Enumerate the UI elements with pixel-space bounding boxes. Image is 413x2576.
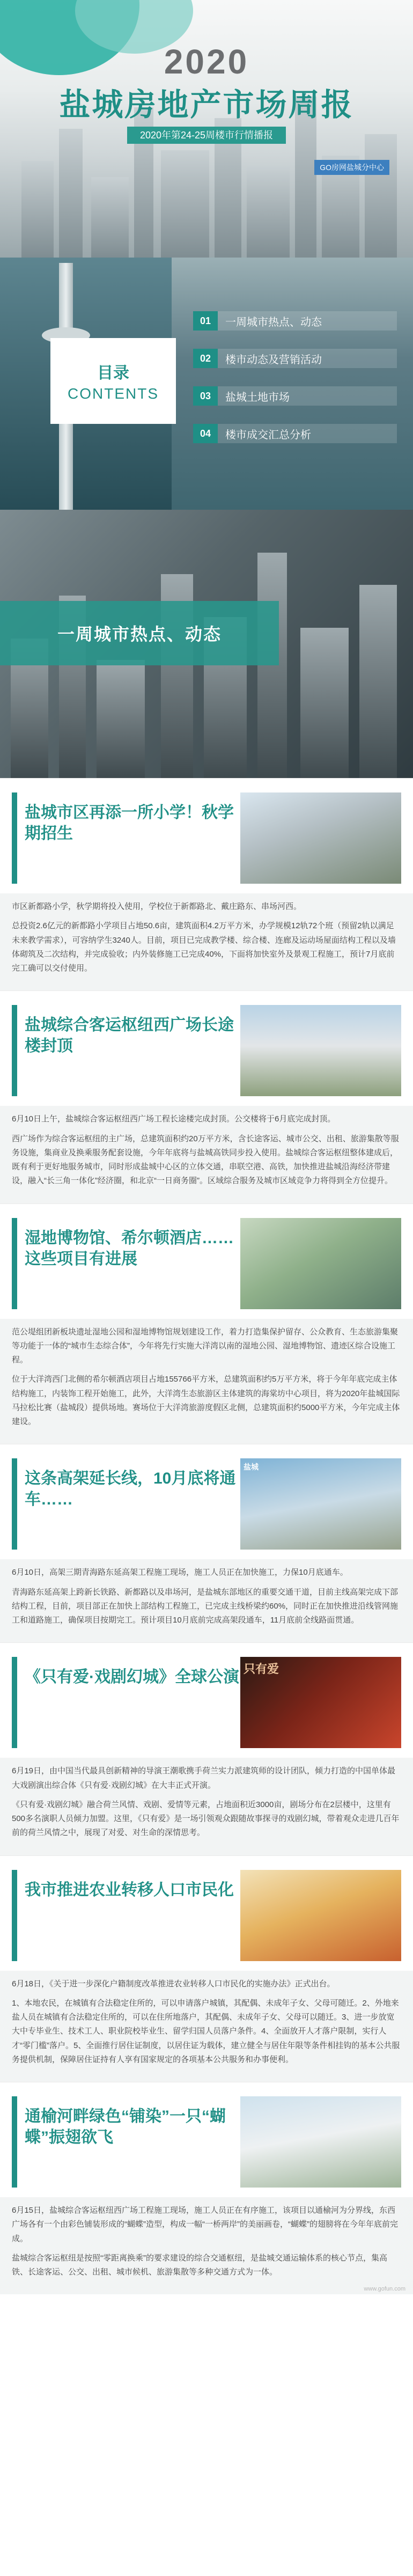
watermark: www.gofun.com <box>364 2286 405 2293</box>
news-article <box>0 1642 413 1855</box>
news-article <box>0 2082 413 2294</box>
footer-space <box>0 2294 413 2305</box>
article-photo <box>240 792 401 884</box>
title-accent-bar <box>12 2096 17 2188</box>
article-header <box>0 1856 413 1971</box>
toc-item-label: 楼市成交汇总分析 <box>218 424 397 443</box>
title-accent-bar <box>12 1657 17 1748</box>
toc-item-4[interactable] <box>193 424 397 443</box>
toc-item-label: 一周城市热点、动态 <box>218 311 397 331</box>
article-header <box>0 991 413 1106</box>
toc-title-en: CONTENTS <box>68 385 159 402</box>
photo-caption: 只有爱 <box>244 1662 279 1676</box>
article-header <box>0 2082 413 2197</box>
article-paragraph: 位于大洋湾西门北侧的希尔顿酒店项目占地155766平方米，总建筑面积约5万平方米，将于今年年底完成主体结构施工，内装饰工程开始施工，此外，大洋湾生态旅游区主体建筑的海棠坊中心项目，将为2020年盐城国际马拉松比赛（盐城段）提供场地。赛场位于大洋湾旅游度假区北侧，总建筑面积约5000平方米，今年完成主体建设。 <box>12 1375 400 1426</box>
article-title: 盐城综合客运枢纽西广场长途楼封顶 <box>25 1016 234 1055</box>
article-header <box>0 779 413 893</box>
article-photo <box>240 1870 401 1961</box>
article-header <box>0 1204 413 1319</box>
subtitle-text: 2020年第24-25周楼市行情播报 <box>127 127 286 144</box>
news-article <box>0 1855 413 2082</box>
article-paragraph: 6月10日，高架三期青海路东延高架工程施工现场，施工人员正在加快施工，力保10月底通车。 <box>12 1568 348 1577</box>
article-body <box>0 1559 413 1642</box>
report-year: 2020 <box>164 42 249 81</box>
article-title: 盐城市区再添一所小学！秋学期招生 <box>25 804 234 842</box>
article-header <box>0 1643 413 1758</box>
hero-cover <box>0 0 413 258</box>
news-article <box>0 778 413 990</box>
toc-item-number: 03 <box>193 386 218 406</box>
article-photo <box>240 1005 401 1096</box>
report-subtitle <box>0 128 413 142</box>
article-title: 湿地博物馆、希尔顿酒店……这些项目有进展 <box>25 1229 234 1268</box>
toc-item-2[interactable] <box>193 349 397 368</box>
article-paragraph: 《只有爱·戏剧幻城》融合荷兰风情、戏剧、爱情等元素，占地面积近3000亩，剧场分布在2层楼中，这里有500多名演职人员倾力加盟。这里，《只有爱》是一场引领观众跟随故事探寻的戏剧幻城，带着观众走进几百年前的荷兰风情之中，展现了对爱、对生命的深情思考。 <box>12 1800 400 1838</box>
article-body <box>0 1319 413 1444</box>
article-header <box>0 1444 413 1559</box>
toc-item-number: 04 <box>193 424 218 443</box>
article-title: 《只有爱·戏剧幻城》全球公演 <box>25 1668 239 1686</box>
brand-badge: GO房网盐城分中心 <box>314 160 389 175</box>
toc-item-1[interactable] <box>193 311 397 331</box>
article-paragraph: 盐城综合客运枢纽是按照“零距离换乘”的要求建设的综合交通枢纽，是盐城交通运输体系的核心节点，集高铁、长途客运、公交、出租、城市候机、旅游集散等多种交通方式为一体。 <box>12 2253 387 2277</box>
article-title: 这条高架延长线，10月底将通车…… <box>25 1470 236 1509</box>
toc-item-label: 盐城土地市场 <box>218 386 397 406</box>
title-accent-bar <box>12 1218 17 1309</box>
article-paragraph: 西广场作为综合客运枢纽的主广场，总建筑面积约20万平方米，含长途客运、城市公交、出租、旅游集散等服务设施，集商业及换乘服务配套设施，今年年底将与盐城高铁同步投入使用。盐城综合客运枢纽整体建成后，既有利于更好地服务城市，同时形成盐城中心区的立体交通，串联空港、高铁，加快推进盐城沿海经济带建设，融入“长三角一体化”经济圈，和北京“一日商务圈”。区域综合服务及城市区域竞争力将得到全方位提升。 <box>12 1134 399 1186</box>
article-body <box>0 893 413 990</box>
article-photo <box>240 1458 401 1550</box>
article-paragraph: 6月15日，盐城综合客运枢纽西广场工程施工现场，施工人员正在有序施工，该项目以通榆河为分界线，东西广场各有一个由彩色铺装形成的“蝴蝶”造型，构成一幅“一桥两岸”的美丽画卷，“蝴蝶”的翅膀将在今年年底前完成。 <box>12 2206 398 2243</box>
toc-item-number: 01 <box>193 311 218 331</box>
article-body <box>0 1758 413 1855</box>
news-article <box>0 1203 413 1444</box>
section-title: 一周城市热点、动态 <box>0 601 279 665</box>
article-paragraph: 总投资2.6亿元的新都路小学项目占地50.6亩，建筑面积4.2万平方米，办学规模12轨72个班（预留2轨以满足未来教学需求），可容纳学生3240人。目前，项目已完成教学楼、综合楼、连廊及运动场屋面结构工程以及墙体砌筑及二次结构，并完成验收；内外装修施工已完成40%，下面将加快室外及景观工程施工，预计7月底前完工确可以交付使用。 <box>12 921 396 973</box>
title-accent-bar <box>12 1458 17 1550</box>
article-body <box>0 2197 413 2294</box>
photo-caption: 盐城 <box>244 1463 259 1472</box>
article-paragraph: 6月10日上午，盐城综合客运枢纽西广场工程长途楼完成封顶。公交楼将于6月底完成封顶。 <box>12 1114 336 1124</box>
report-title: 盐城房地产市场周报 <box>59 86 354 123</box>
article-paragraph: 6月19日，由中国当代最具创新精神的导演王潮歌携手荷兰实力派建筑师的设计团队，倾力打造的中国单体最大戏剧演出综合体《只有爱·戏剧幻城》在大丰正式开演。 <box>12 1766 396 1790</box>
article-photo <box>240 1657 401 1748</box>
article-paragraph: 1、本地农民，在城镇有合法稳定住所的，可以申请落户城镇，其配偶、未成年子女、父母可随迁。2、外地来盐人员在城镇有合法稳定住所的，可以在住所地落户，其配偶、未成年子女、父母可以随迁。3、进一步放宽大中专毕业生、技术工人、职业院校毕业生、留学归国人员落户条件。4、全面放开人才落户限制，实行人才“零门槛”落户。5、全面推行居住证制度，以居住证为载体，建立健全与居住年限等条件相挂钩的基本公共服务提供机制，保障居住证持有人享有国家规定的各项基本公共服务和办事便利。 <box>12 1998 400 2064</box>
title-accent-bar <box>12 1870 17 1961</box>
article-paragraph: 范公堤组团新板块遗址湿地公园和湿地博物馆规划建设工作，着力打造集保护留存、公众教育、生态旅游集聚等功能于一体的“城市生态综合体”，今年将先行实施大洋湾以南的湿地公园、湿地博物馆、遗迹区综合设施工程。 <box>12 1327 399 1364</box>
article-title: 通榆河畔绿色“铺染”一只“蝴蝶”振翅欲飞 <box>25 2108 226 2146</box>
toc-item-number: 02 <box>193 349 218 368</box>
article-paragraph: 6月18日，《关于进一步深化户籍制度改革推进农业转移人口市民化的实施办法》正式出台。 <box>12 1979 335 1988</box>
toc-item-label: 楼市动态及营销活动 <box>218 349 397 368</box>
section-banner-city-hotspots <box>0 510 413 778</box>
table-of-contents <box>0 258 413 510</box>
news-article <box>0 990 413 1203</box>
title-accent-bar <box>12 1005 17 1096</box>
article-paragraph: 青海路东延高架上跨新长铁路、新都路以及串场河，是盐城东部地区的重要交通干道，目前主线高架完成下部结构工程，目前，项目部正在加快上部结构工程施工，已完成主线桥梁约60%，同时正在加快推进沿线管网施工和道路施工，确保项目按期完工。预计项目10月底前完成高架段通车，11月底前全线路面贯通。 <box>12 1587 399 1625</box>
article-title: 我市推进农业转移人口市民化 <box>25 1881 234 1899</box>
article-photo <box>240 2096 401 2188</box>
article-paragraph: 市区新都路小学，秋学期将投入使用，学校位于新都路北、戴庄路东、串场河西。 <box>12 902 302 911</box>
article-photo <box>240 1218 401 1309</box>
toc-title-box <box>50 338 176 424</box>
article-body <box>0 1971 413 2082</box>
news-article <box>0 1444 413 1642</box>
toc-items <box>193 311 397 461</box>
article-body <box>0 1106 413 1203</box>
toc-title-cn: 目录 <box>97 364 129 382</box>
title-accent-bar <box>12 792 17 884</box>
toc-item-3[interactable] <box>193 386 397 406</box>
